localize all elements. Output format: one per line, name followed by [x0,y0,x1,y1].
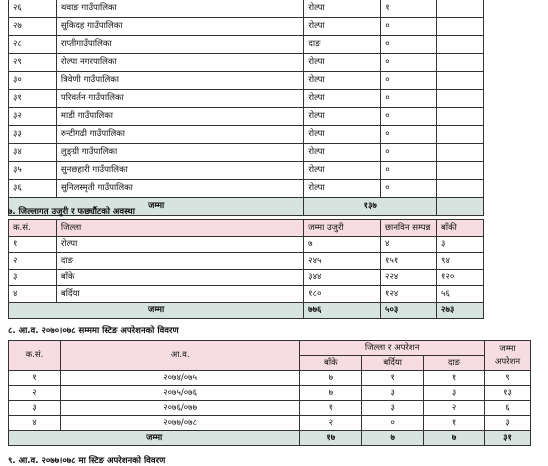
district-cell: दाङ [56,253,303,270]
investigated-cell: १५१ [381,253,437,270]
table-row [9,54,484,72]
total-operations-cell: ९ [484,371,530,386]
district-cell: रोल्पा [56,236,303,253]
serial-number-cell: ३० [9,72,57,90]
district-complaints-table [8,219,484,319]
total-remaining: २७३ [437,302,484,319]
district-cell: रोल्पा [304,72,381,90]
remarks-cell [437,0,484,18]
header-fiscal-year: आ.व. [60,341,299,371]
serial-number-cell: ३ [9,401,61,416]
district-cell: रोल्पा [304,18,381,36]
total-complaints-cell: ७ [304,236,381,253]
local-level-name-cell: लुङ्ग्री गाउँपालिका [56,144,303,162]
serial-number-cell: २६ [9,0,57,18]
total-operations: ३१ [484,431,530,446]
count-cell: १ [381,0,437,18]
bardiya-cell: ३ [362,401,424,416]
header-sn: क.सं. [9,220,57,237]
count-cell: ० [381,54,437,72]
serial-number-cell: १ [9,236,57,253]
header-remaining: बाँकी [437,220,484,237]
header-district-group: जिल्ला र अपरेशन [300,341,485,356]
serial-number-cell: ३४ [9,144,57,162]
table-row [9,126,484,144]
count-cell: ० [381,90,437,108]
count-cell: ० [381,144,437,162]
table-row [9,18,484,36]
district-cell: रोल्पा [304,0,381,18]
header-total-complaints: जम्मा उजुरी [304,220,381,237]
total-investigated: ५०३ [381,302,437,319]
count-cell: ० [381,36,437,54]
header-sn: क.सं. [9,341,61,371]
section-7-caption: ७. जिल्लागत उजुरी र फर्छ्यौटको अवस्था [8,207,135,217]
total-banke: १७ [300,431,362,446]
serial-number-cell: २ [9,253,57,270]
district-cell: रोल्पा [304,162,381,180]
serial-number-cell: ३१ [9,90,57,108]
table-row [9,0,484,18]
bardiya-cell: १ [362,371,424,386]
remaining-cell: ३ [437,236,484,253]
local-level-name-cell: राप्तीगाउँपालिका [56,36,303,54]
count-cell: ० [381,162,437,180]
remarks-cell [437,144,484,162]
dang-cell: ३ [424,386,485,401]
remarks-cell [437,54,484,72]
dang-cell: २ [424,401,485,416]
fiscal-year-cell: २०७६/०७७ [60,401,299,416]
total-complaints-cell: २४५ [304,253,381,270]
banke-cell: ७ [300,371,362,386]
banke-cell: १ [300,401,362,416]
bardiya-cell: ० [362,416,424,431]
total-complaints-cell: १८० [304,286,381,303]
header-bardiya: बर्दिया [362,356,424,371]
serial-number-cell: १ [9,371,61,386]
table-row [9,416,531,431]
serial-number-cell: ३३ [9,126,57,144]
serial-number-cell: ३ [9,269,57,286]
local-level-name-cell: माडी गाउँपालिका [56,108,303,126]
district-cell: रोल्पा [304,126,381,144]
remarks-cell [437,72,484,90]
district-complaints-header-row [9,220,484,237]
remarks-cell [437,108,484,126]
total-label: जम्मा [9,431,300,446]
total-complaints-cell: ३४४ [304,269,381,286]
serial-number-cell: २ [9,386,61,401]
district-cell: दाङ [304,36,381,54]
remaining-cell: ९४ [437,253,484,270]
banke-cell: २ [300,416,362,431]
remarks-cell [437,36,484,54]
bardiya-cell: ३ [362,386,424,401]
remaining-cell: १२० [437,269,484,286]
sting-total-row [9,431,531,446]
total-operations-cell: ३ [484,416,530,431]
total-operations-cell: ६ [484,401,530,416]
table-row [9,144,484,162]
fiscal-year-cell: २०७७/०७८ [60,416,299,431]
local-level-name-cell: सुकिदह गाउँपालिका [56,18,303,36]
serial-number-cell: ४ [9,416,61,431]
table-row [9,401,531,416]
district-cell: बर्दिया [56,286,303,303]
district-cell: रोल्पा [304,144,381,162]
district-cell: रोल्पा [304,90,381,108]
table-row [9,236,484,253]
count-cell: ० [381,126,437,144]
investigated-cell: २२४ [381,269,437,286]
total-value: १३७ [304,198,437,216]
header-banke: बाँके [300,356,362,371]
table-row [9,253,484,270]
total-label: जम्मा [9,302,304,319]
remaining-cell: ५६ [437,286,484,303]
count-cell: ० [381,72,437,90]
remarks-cell [437,18,484,36]
serial-number-cell: २९ [9,54,57,72]
table-row [9,180,484,198]
header-investigated: छानविन सम्पन्न [381,220,437,237]
table-row [9,72,484,90]
total-bardiya: ७ [362,431,424,446]
total-dang: ७ [424,431,485,446]
serial-number-cell: २७ [9,18,57,36]
fiscal-year-cell: २०७४/०७५ [60,371,299,386]
investigated-cell: ४ [381,236,437,253]
total-complaints: ७७६ [304,302,381,319]
count-cell: ० [381,180,437,198]
table-row [9,108,484,126]
local-level-name-cell: थवाङ गाउँपालिका [56,0,303,18]
total-operations-cell: १३ [484,386,530,401]
table-row [9,90,484,108]
sting-header-row-1 [9,341,531,356]
dang-cell: १ [424,416,485,431]
section-9-caption: ९. आ.व. २०७७।०७८ मा स्टिङ अपरेशनको विवरण [8,456,166,466]
sting-operations-body [9,371,531,431]
district-cell: रोल्पा [304,108,381,126]
table-row [9,386,531,401]
header-total-operations: जम्मा अपरेशन [484,341,530,371]
local-level-name-cell: सुनछहारी गाउँपालिका [56,162,303,180]
remarks-cell [437,90,484,108]
table-row [9,162,484,180]
district-complaints-body [9,236,484,302]
sting-operations-table [8,340,531,446]
remarks-cell [437,162,484,180]
serial-number-cell: ३५ [9,162,57,180]
investigated-cell: १२४ [381,286,437,303]
local-level-name-cell: रुन्टीगढी गाउँपालिका [56,126,303,144]
district-complaints-total-row [9,302,484,319]
district-cell: रोल्पा [304,180,381,198]
table-row [9,371,531,386]
dang-cell: १ [424,371,485,386]
local-level-table-body [9,0,484,198]
district-cell: रोल्पा [304,54,381,72]
local-level-name-cell: परिवर्तन गाउँपालिका [56,90,303,108]
serial-number-cell: ३२ [9,108,57,126]
local-level-name-cell: त्रिवेणी गाउँपालिका [56,72,303,90]
remarks-cell [437,126,484,144]
header-district: जिल्ला [56,220,303,237]
local-level-name-cell: रोल्पा नगरपालिका [56,54,303,72]
table-row [9,36,484,54]
local-level-name-cell: सुनिलस्मृती गाउँपालिका [56,180,303,198]
header-dang: दाङ [424,356,485,371]
serial-number-cell: ३६ [9,180,57,198]
section-8-caption: ८. आ.व. २०७०।०७८ सम्ममा स्टिङ अपरेशनको विवरण [8,326,179,336]
remarks-cell [437,180,484,198]
serial-number-cell: २८ [9,36,57,54]
table-row [9,269,484,286]
total-label: जम्मा [9,198,304,216]
table-row [9,286,484,303]
fiscal-year-cell: २०७५/०७६ [60,386,299,401]
serial-number-cell: ४ [9,286,57,303]
count-cell: ० [381,108,437,126]
district-cell: बाँके [56,269,303,286]
count-cell: ० [381,18,437,36]
total-empty-cell [437,198,484,216]
banke-cell: ७ [300,386,362,401]
local-level-table [8,0,484,216]
